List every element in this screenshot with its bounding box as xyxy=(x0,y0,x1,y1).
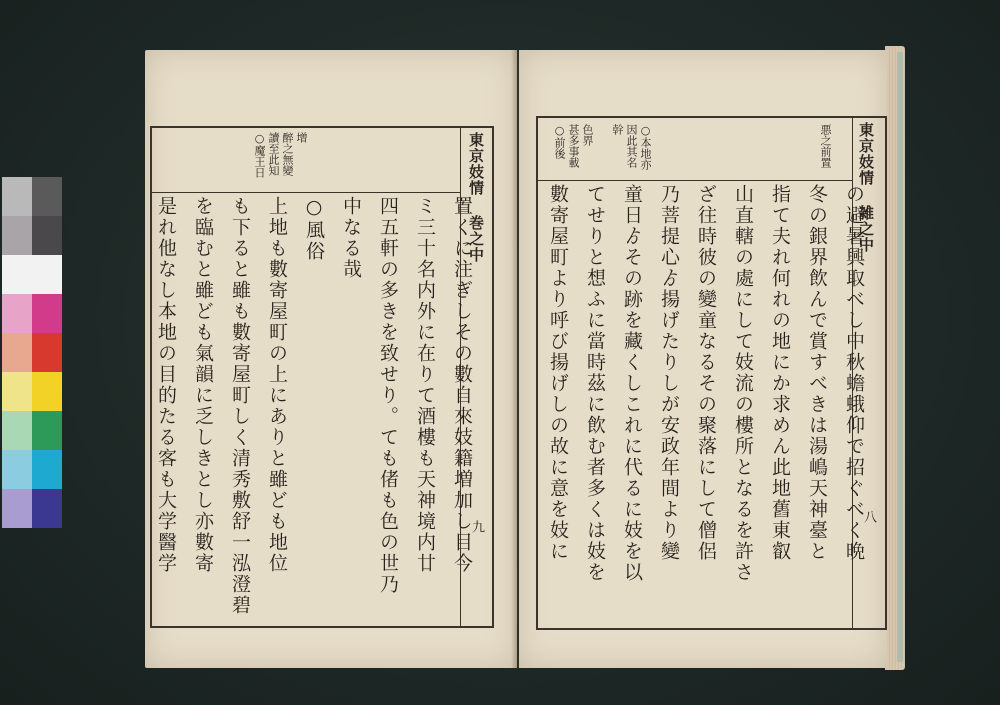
color-swatch xyxy=(2,372,32,411)
right-page: 東京妓情 雑之中 ○前後 甚多事載 色界 幹 因此其名 ○本地亦 悪之前置 の避暑興取べし中秋蟾蛾仰で招ぐべく晩 冬の銀界飲んで賞すべきは湯嶋天神臺と 指て夫れ何れの地にか求めん此地舊東叡 山直轄の處にして妓流の樓所となるを許さ ざ往時彼の變童なるその聚落にして僧侶 乃菩提心ゟ揚げたりしが安政年間より變 童日ゟその跡を藏くしこれに代るに妓を以 てせりと想ふに當時茲に飲む者多くは妓を 數寄屋町より呼び揚げしの故に意を妓に 八 xyxy=(519,50,887,668)
text-column: 是れ他なし本地の目的たる客も大学醫学 xyxy=(155,196,177,574)
swatch-row xyxy=(2,177,62,216)
text-column: ○風俗 xyxy=(303,196,325,262)
color-swatch xyxy=(2,489,32,528)
text-column: 四五軒の多きを致せり。ても偖も色の世乃 xyxy=(377,196,399,595)
color-swatch xyxy=(2,177,32,216)
text-column: 置くに注ぎしその數自來妓籍増加し目今 xyxy=(451,196,473,574)
swatch-row xyxy=(2,411,62,450)
swatch-row xyxy=(2,294,62,333)
color-swatch xyxy=(32,450,62,489)
color-calibration-strip xyxy=(2,177,62,528)
running-title: 東京妓情 雑之中 xyxy=(857,122,875,253)
text-column: 乃菩提心ゟ揚げたりしが安政年間より變 xyxy=(658,184,680,562)
swatch-row xyxy=(2,216,62,255)
text-column: 上地も數寄屋町の上にありと雖ども地位 xyxy=(266,196,288,574)
text-column: 山直轄の處にして妓流の樓所となるを許さ xyxy=(732,184,754,583)
running-title: 東京妓情 巻之中 xyxy=(467,132,485,263)
text-column: も下ると雖も數寄屋町しく清秀敷舒一泓澄碧 xyxy=(229,196,251,616)
page-edge-tint xyxy=(897,52,903,662)
open-book xyxy=(145,44,905,674)
text-column: 指て夫れ何れの地にか求めん此地舊東叡 xyxy=(769,184,791,562)
color-swatch xyxy=(32,372,62,411)
color-swatch xyxy=(32,489,62,528)
color-swatch xyxy=(32,411,62,450)
color-swatch xyxy=(32,177,62,216)
color-swatch xyxy=(2,450,32,489)
folio-number: 九 xyxy=(469,520,484,533)
color-swatch xyxy=(32,216,62,255)
text-column: ミ三十名内外に在りて酒樓も天神境内廿 xyxy=(414,196,436,574)
text-column: てせりと想ふに當時茲に飲む者多くは妓を xyxy=(584,184,606,583)
color-swatch xyxy=(32,255,62,294)
folio-number: 八 xyxy=(861,510,876,523)
text-column: の避暑興取べし中秋蟾蛾仰で招ぐべく晩 xyxy=(843,184,865,562)
text-column: 童日ゟその跡を藏くしこれに代るに妓を以 xyxy=(621,184,643,583)
text-column: ざ往時彼の變童なるその聚落にして僧侶 xyxy=(695,184,717,562)
swatch-row xyxy=(2,489,62,528)
text-column: 冬の銀界飲んで賞すべきは湯嶋天神臺と xyxy=(806,184,828,562)
right-page-body xyxy=(539,184,872,620)
color-swatch xyxy=(32,294,62,333)
left-page: 東京妓情 巻之中 ○魔王日 讀至此知 醉之無變 增 置くに注ぎしその數自來妓籍増加し目今 ミ三十名内外に在りて酒樓も天神境内廿 四五軒の多きを致せり。ても偖も色の世乃 中なる哉 ○風俗 上地も數寄屋町の上にありと雖ども地位 も下ると雖も數寄屋町しく清秀敷舒一泓澄碧 を臨むと雖ども氣韻に乏しきとし亦數寄 是れ他なし本地の目的たる客も大学醫学 九 xyxy=(145,50,517,668)
text-column: を臨むと雖ども氣韻に乏しきとし亦數寄 xyxy=(192,196,214,574)
color-swatch xyxy=(2,255,32,294)
swatch-row xyxy=(2,333,62,372)
color-swatch xyxy=(32,333,62,372)
text-column: 數寄屋町より呼び揚げしの故に意を妓に xyxy=(547,184,569,562)
color-swatch xyxy=(2,294,32,333)
swatch-row xyxy=(2,372,62,411)
swatch-row xyxy=(2,255,62,294)
color-swatch xyxy=(2,333,32,372)
left-page-body xyxy=(147,196,480,616)
text-column: 中なる哉 xyxy=(340,196,362,280)
color-swatch xyxy=(2,216,32,255)
color-swatch xyxy=(2,411,32,450)
swatch-row xyxy=(2,450,62,489)
